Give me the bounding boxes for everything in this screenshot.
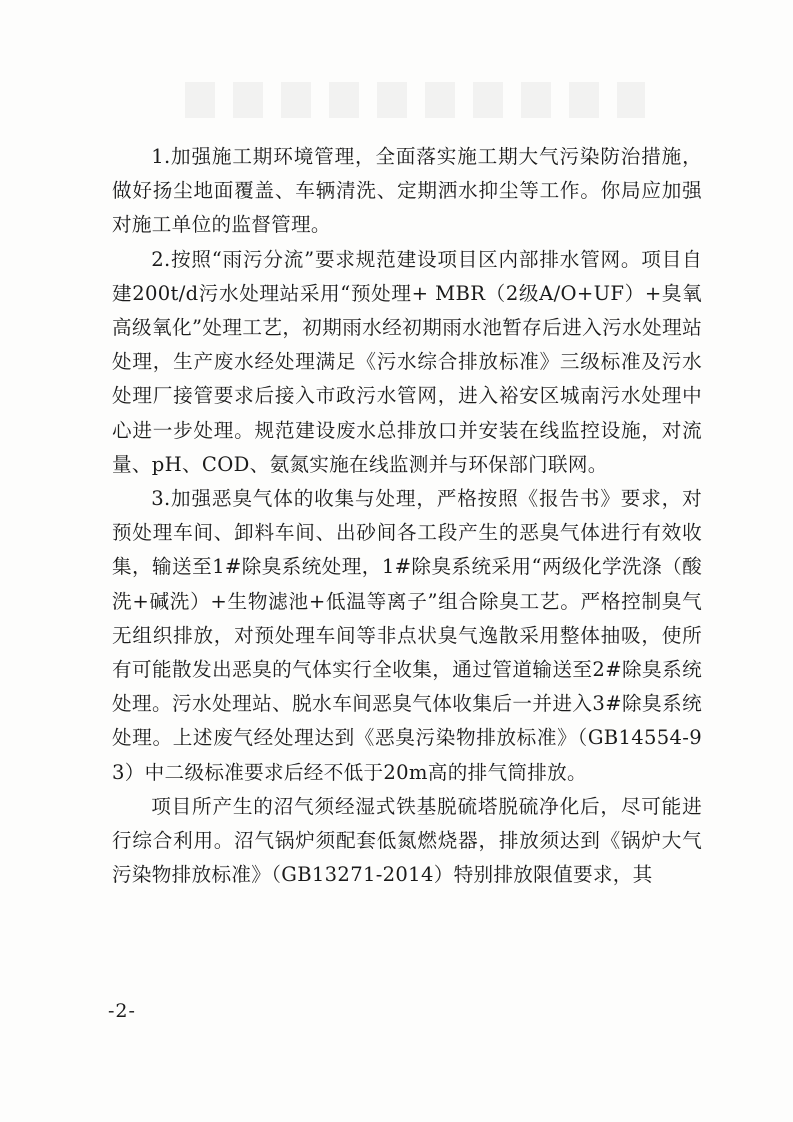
paragraph-1: 1.加强施工期环境管理，全面落实施工期大气污染防治措施，做好扬尘地面覆盖、车辆清洗、定期洒水抑尘等工作。你局应加强对施工单位的监督管理。 xyxy=(112,145,702,237)
page-number: -2- xyxy=(108,1000,136,1022)
paragraph-2: 2.按照“雨污分流”要求规范建设项目区内部排水管网。项目自建200t/d污水处理站采用“预处理+ MBR（2级A/O+UF）+臭氧高级氧化”处理工艺，初期雨水经初期雨水池暂存后进入污水处理站处理，生产废水经处理满足《污水综合排放标准》三级标准及污水处理厂接管要求后接入市政污水管网，进入裕安区城南污水处理中心进一步处理。规范建设废水总排放口并安装在线监控设施，对流量、pH、COD、氨氮实施在线监测并与环保部门联网。 xyxy=(112,247,702,476)
document-body xyxy=(112,140,702,892)
paragraph-4: 项目所产生的沼气须经湿式铁基脱硫塔脱硫净化后，尽可能进行综合利用。沼气锅炉须配套低氮燃烧器，排放须达到《锅炉大气污染物排放标准》（GB13271-2014）特别排放限值要求，其 xyxy=(112,794,702,887)
paragraph-3: 3.加强恶臭气体的收集与处理，严格按照《报告书》要求，对预处理车间、卸料车间、出砂间各工段产生的恶臭气体进行有效收集，输送至1#除臭系统处理，1#除臭系统采用“两级化学洗涤（酸洗+碱洗）+生物滤池+低温等离子”组合除臭工艺。严格控制臭气无组织排放，对预处理车间等非点状臭气逸散采用整体抽吸，使所有可能散发出恶臭的气体实行全收集，通过管道输送至2#除臭系统处理。污水处理站、脱水车间恶臭气体收集后一并进入3#除臭系统处理。上述废气经处理达到《恶臭污染物排放标准》（GB14554-93）中二级标准要求后经不低于20m高的排气筒排放。 xyxy=(112,487,702,784)
scan-artifact xyxy=(185,82,645,118)
